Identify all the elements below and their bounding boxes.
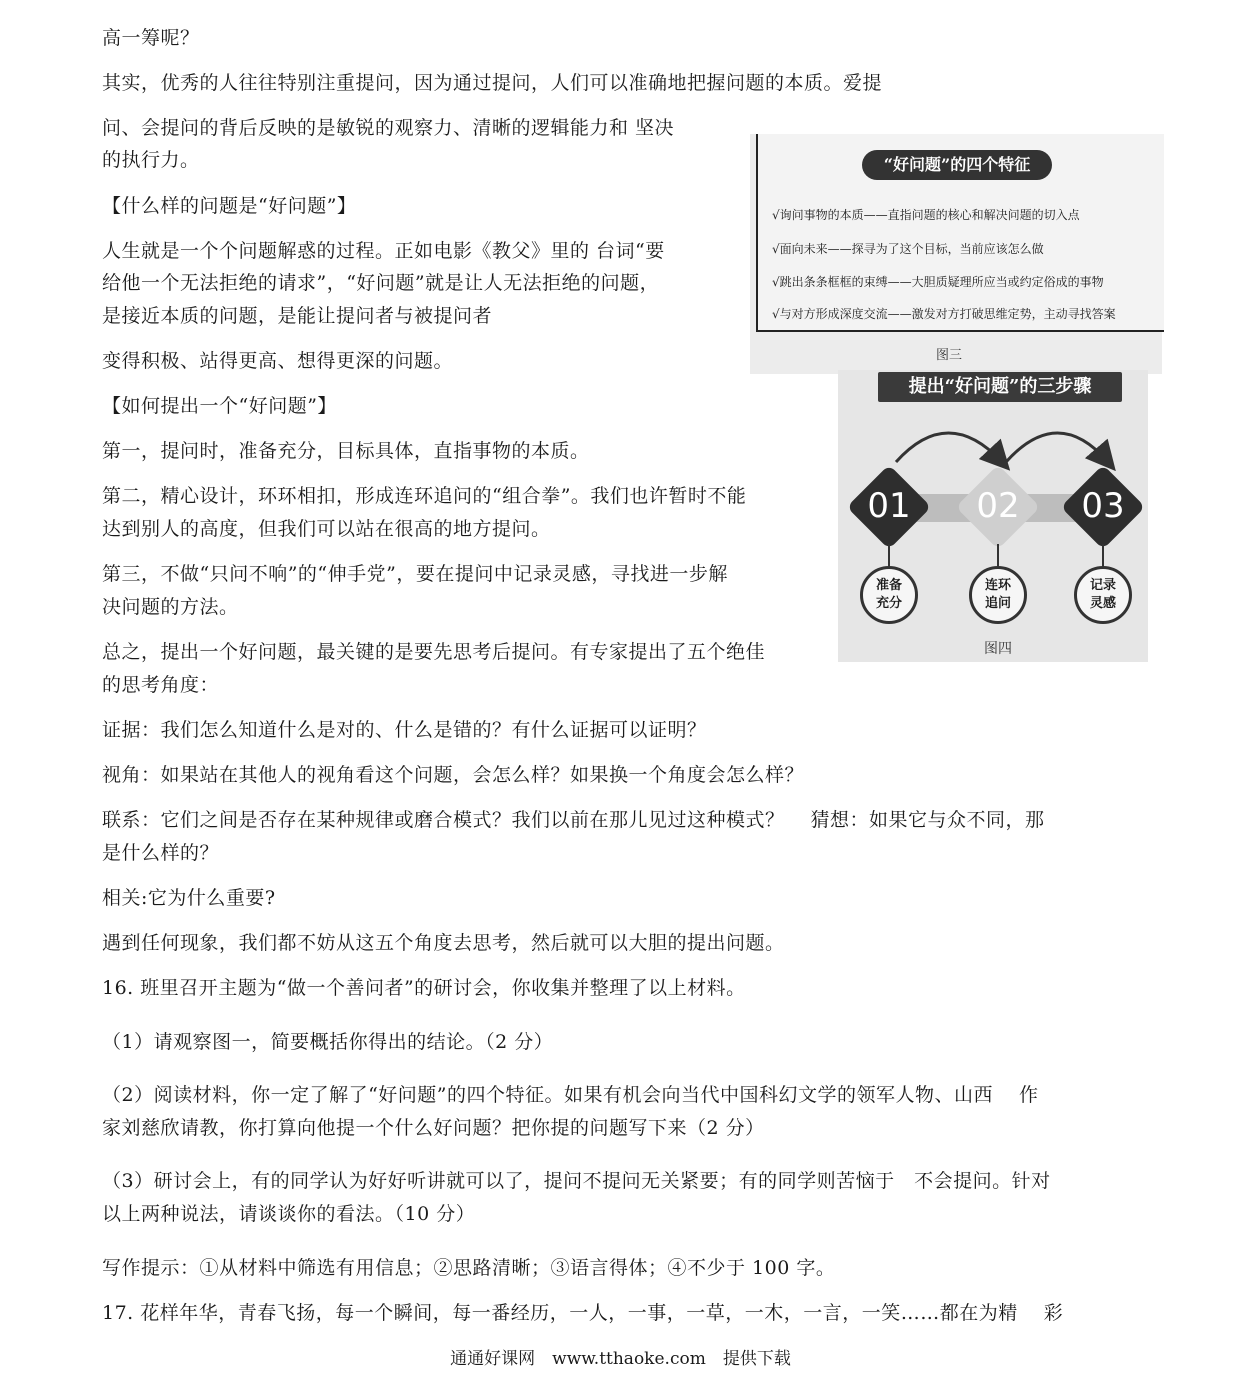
question-17: 17. 花样年华，青春飞扬，每一个瞬间，每一番经历，一人，一事，一草，一木，一言，一笑……都在为精 彩 [102, 1302, 1064, 1324]
text-line: 其实，优秀的人往往特别注重提问，因为通过提问，人们可以准确地把握问题的本质。爱提 [102, 72, 883, 94]
text-line: 第三，不做“只问不响”的“伸手党”，要在提问中记录灵感，寻找进一步解 [102, 563, 728, 585]
text-line: 给他一个无法拒绝的请求”，“好问题”就是让人无法拒绝的问题， [102, 272, 660, 294]
step-label-3b: 灵感 [1089, 596, 1116, 611]
step-number-3: 03 [1081, 486, 1125, 526]
text-line: 相关:它为什么重要? [102, 887, 276, 909]
step-label-1a: 准备 [875, 578, 902, 593]
text-line: 高一筹呢？ [102, 27, 200, 49]
step-label-3a: 记录 [1089, 578, 1116, 593]
step-circle-2 [969, 566, 1027, 624]
step-label-2a: 连环 [984, 578, 1011, 593]
text-line: 视角：如果站在其他人的视角看这个问题，会怎么样？如果换一个角度会怎么样？ [102, 764, 805, 786]
text-line: 达到别人的高度，但我们可以站在很高的地方提问。 [102, 518, 551, 540]
figure-three-row: √询问事物的本质——直指问题的核心和解决问题的切入点 [772, 208, 1080, 222]
text-line: 是接近本质的问题，是能让提问者与被提问者 [102, 305, 493, 327]
figure-three-row: √与对方形成深度交流——激发对方打破思维定势，主动寻找答案 [772, 307, 1116, 321]
text-line: 第一，提问时，准备充分，目标具体，直指事物的本质。 [102, 440, 590, 462]
step-label-1b: 充分 [875, 596, 902, 611]
step-circle-1 [860, 566, 918, 624]
text-line: 联系：它们之间是否存在某种规律或磨合模式？我们以前在那儿见过这种模式？ 猜想：如果它与众不同，那 [102, 809, 1045, 831]
text-line: 总之，提出一个好问题，最关键的是要先思考后提问。有专家提出了五个绝佳 [102, 641, 766, 663]
question-16-2: （2）阅读材料，你一定了解了“好问题”的四个特征。如果有机会向当代中国科幻文学的领军人物、山西 作 [102, 1084, 1039, 1106]
figure-four-title: 提出“好问题”的三步骤 [878, 372, 1122, 402]
text-line: 证据：我们怎么知道什么是对的、什么是错的？有什么证据可以证明？ [102, 719, 707, 741]
figure-three-title: “好问题”的四个特征 [862, 150, 1052, 180]
question-16: 16. 班里召开主题为“做一个善问者”的研讨会，你收集并整理了以上材料。 [102, 977, 746, 999]
figure-three-caption: 图三 [936, 348, 963, 363]
text-line: 是什么样的？ [102, 842, 220, 864]
question-16-1: （1）请观察图一，简要概括你得出的结论。（2 分） [102, 1031, 554, 1053]
figure-three-row: √面向未来——探寻为了这个目标，当前应该怎么做 [772, 242, 1044, 256]
text-line: 以上两种说法，请谈谈你的看法。（10 分） [102, 1203, 476, 1225]
step-number-1: 01 [867, 486, 911, 526]
step-circle-3 [1074, 566, 1132, 624]
text-line: 问、会提问的背后反映的是敏锐的观察力、清晰的逻辑能力和 坚决 [102, 117, 675, 139]
page-footer: 通通好课网 www.tthaoke.com 提供下载 [450, 1349, 791, 1369]
text-line: 的执行力。 [102, 149, 200, 171]
section-heading: 【什么样的问题是“好问题”】 [102, 195, 357, 217]
text-line: 决问题的方法。 [102, 596, 239, 618]
text-line: 人生就是一个个问题解惑的过程。正如电影《教父》里的 台词“要 [102, 240, 665, 262]
question-16-3: （3）研讨会上，有的同学认为好好听讲就可以了，提问不提问无关紧要；有的同学则苦恼于 不会提问。针对 [102, 1170, 1051, 1192]
figure-four-caption: 图四 [984, 641, 1012, 657]
figure-three-row: √跳出条条框框的束缚——大胆质疑理所应当或约定俗成的事物 [772, 275, 1104, 289]
figure-three [750, 134, 1162, 374]
text-line: 遇到任何现象，我们都不妨从这五个角度去思考，然后就可以大胆的提出问题。 [102, 932, 785, 954]
step-number-2: 02 [976, 486, 1020, 526]
text-line: 家刘慈欣请教，你打算向他提一个什么好问题？把你提的问题写下来（2 分） [102, 1117, 765, 1139]
writing-hint: 写作提示：①从材料中筛选有用信息；②思路清晰；③语言得体；④不少于 100 字。 [102, 1257, 836, 1279]
section-heading: 【如何提出一个“好问题”】 [102, 395, 337, 417]
step-label-2b: 追问 [984, 596, 1011, 611]
figure-four [838, 370, 1148, 662]
text-line: 第二，精心设计，环环相扣，形成连环追问的“组合拳”。我们也许暂时不能 [102, 485, 747, 507]
text-line: 的思考角度： [102, 674, 220, 696]
text-line: 变得积极、站得更高、想得更深的问题。 [102, 350, 454, 372]
